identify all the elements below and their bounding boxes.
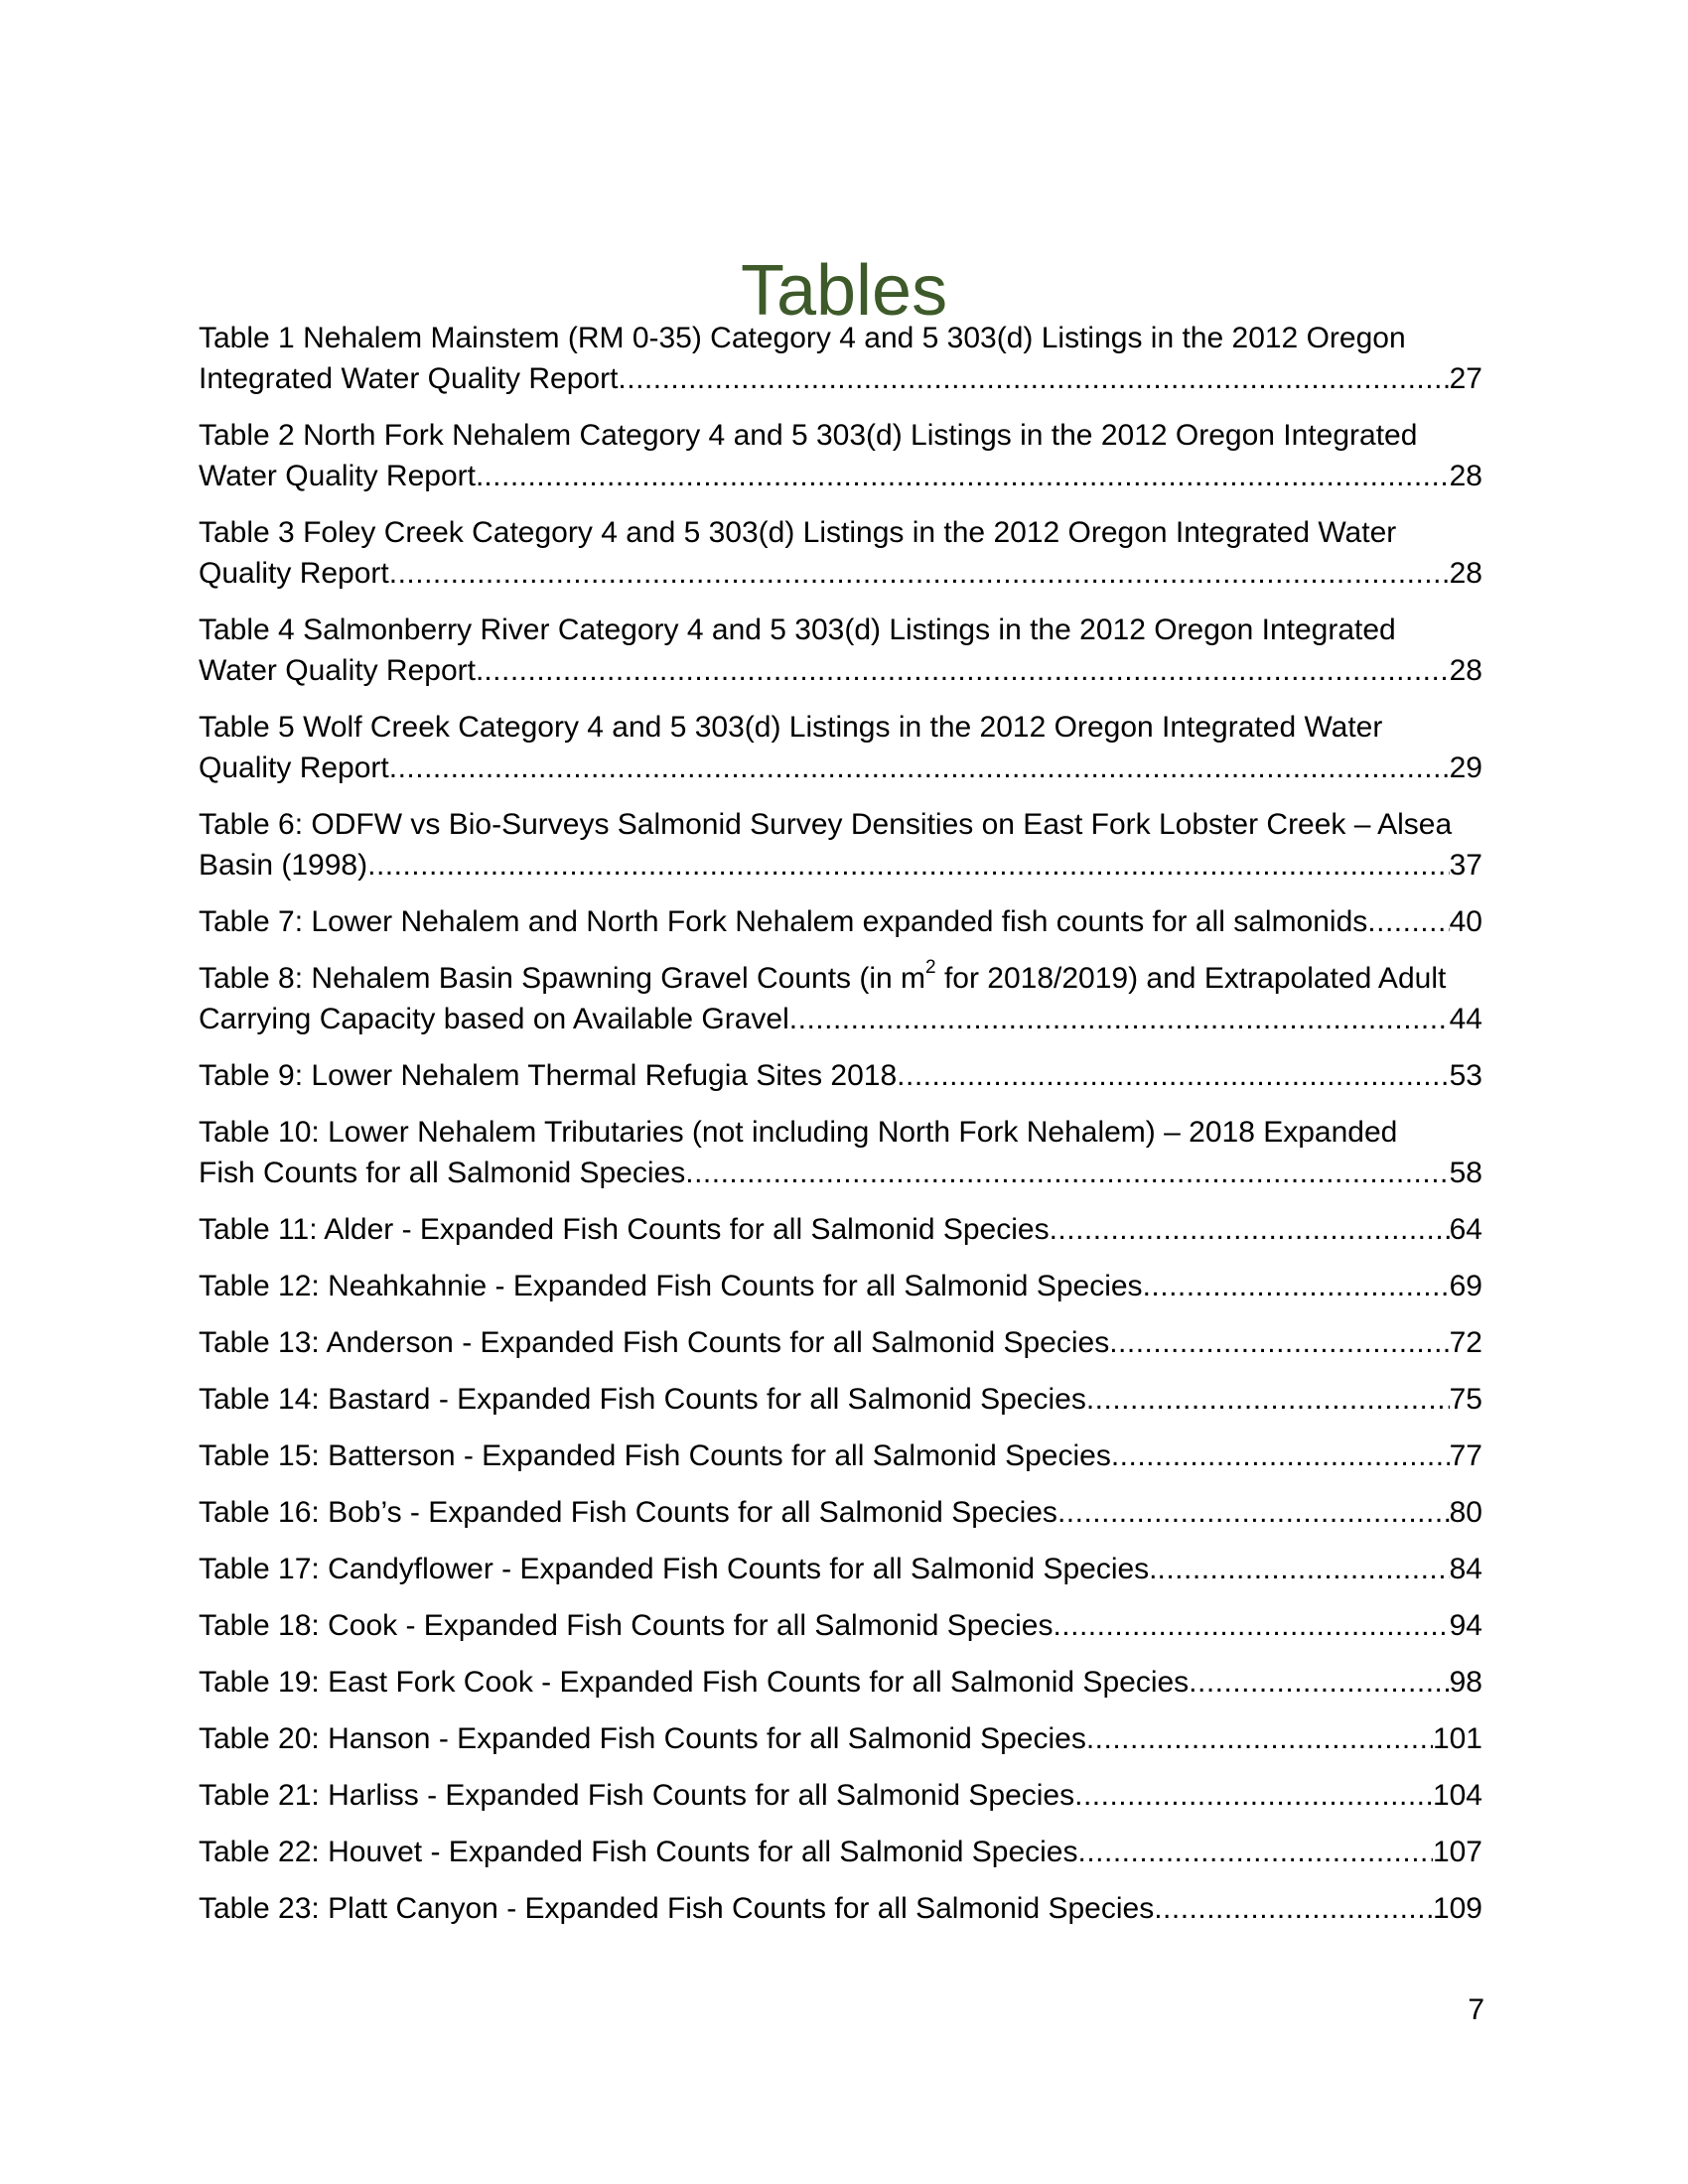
- toc-entry-label: Quality Report: [199, 751, 389, 784]
- dot-leader: [1086, 1379, 1450, 1420]
- toc-entry-label: Water Quality Report.: [199, 654, 485, 687]
- toc-entry-label: Table 7: Lower Nehalem and North Fork Nehalem expanded fish counts for all salmonids: [199, 905, 1368, 938]
- toc-page-number: 58: [1449, 1157, 1482, 1189]
- toc-page-number: 84: [1449, 1553, 1482, 1585]
- toc-entry-table-22[interactable]: [199, 1832, 1482, 1872]
- toc-entry-label: Table 23: Platt Canyon - Expanded Fish Counts for all Salmonid Species: [199, 1892, 1155, 1925]
- toc-entry-text: [199, 958, 1482, 999]
- toc-page-number: 27: [1449, 362, 1482, 395]
- page-number: 7: [1468, 1993, 1484, 2026]
- toc-page-number: 75: [1449, 1383, 1482, 1416]
- toc-entry-table-15[interactable]: [199, 1435, 1482, 1476]
- toc-entry-label: Quality Report: [199, 557, 389, 590]
- superscript: 2: [925, 957, 936, 978]
- toc-entry-table-2[interactable]: [199, 415, 1482, 496]
- toc-entry-label: Table 15: Batterson - Expanded Fish Counts for all Salmonid Species: [199, 1439, 1111, 1472]
- toc-entry-label: Table 21: Harliss - Expanded Fish Counts for all Salmonid Species: [199, 1779, 1075, 1812]
- toc-entry-label: Integrated Water Quality Report: [199, 362, 619, 395]
- toc-entry-label: Table 16: Bob’s - Expanded Fish Counts for all Salmonid Species: [199, 1496, 1057, 1529]
- table-of-tables-list: [199, 318, 1482, 1945]
- toc-entry-label: Table 22: Houvet - Expanded Fish Counts for all Salmonid Species: [199, 1836, 1078, 1868]
- toc-entry-label: Fish Counts for all Salmonid Species: [199, 1157, 686, 1189]
- dot-leader: [1086, 1718, 1433, 1759]
- toc-page-number: 94: [1449, 1609, 1482, 1642]
- toc-entry-text: Table 1 Nehalem Mainstem (RM 0-35) Category 4 and 5 303(d) Listings in the 2012 Oregon: [199, 322, 1406, 354]
- toc-page-number: 80: [1449, 1496, 1482, 1529]
- toc-entry-text: Table 5 Wolf Creek Category 4 and 5 303(d) Listings in the 2012 Oregon Integrated Water: [199, 711, 1383, 744]
- dot-leader: [484, 456, 1449, 496]
- toc-entry-table-3[interactable]: [199, 512, 1482, 594]
- toc-page-number: 28: [1449, 557, 1482, 590]
- toc-entry-label: Table 20: Hanson - Expanded Fish Counts for all Salmonid Species: [199, 1722, 1086, 1755]
- toc-entry-label: Water Quality Report.: [199, 460, 485, 492]
- dot-leader: [367, 845, 1450, 886]
- toc-entry-label: Table 9: Lower Nehalem Thermal Refugia Sites 2018: [199, 1059, 898, 1092]
- dot-leader: [1074, 1775, 1433, 1816]
- toc-entry-table-1[interactable]: [199, 318, 1482, 399]
- toc-page-number: 109: [1432, 1892, 1482, 1925]
- toc-page-number: 64: [1449, 1213, 1482, 1246]
- toc-entry-table-8[interactable]: [199, 958, 1482, 1039]
- toc-entry-text: Table 10: Lower Nehalem Tributaries (not including North Fork Nehalem) – 2018 Expanded: [199, 1116, 1398, 1149]
- toc-entry-text-part: for 2018/2019) and Extrapolated Adult: [935, 962, 1447, 995]
- dot-leader: [685, 1153, 1449, 1193]
- toc-page-number: 29: [1449, 751, 1482, 784]
- toc-entry-table-6[interactable]: [199, 804, 1482, 886]
- toc-entry-table-13[interactable]: [199, 1322, 1482, 1363]
- dot-leader: [789, 999, 1450, 1039]
- toc-page-number: 104: [1432, 1779, 1482, 1812]
- toc-page-number: 28: [1449, 460, 1482, 492]
- toc-entry-label: Carrying Capacity based on Available Gravel: [199, 1003, 789, 1035]
- toc-page-number: 44: [1449, 1003, 1482, 1035]
- toc-entry-table-12[interactable]: [199, 1266, 1482, 1306]
- toc-entry-label: Table 17: Candyflower - Expanded Fish Counts for all Salmonid Species.: [199, 1553, 1158, 1585]
- toc-entry-label: Table 12: Neahkahnie - Expanded Fish Counts for all Salmonid Species: [199, 1270, 1143, 1302]
- dot-leader: [1154, 1888, 1433, 1929]
- toc-entry-label: Table 11: Alder - Expanded Fish Counts for all Salmonid Species: [199, 1213, 1050, 1246]
- toc-page-number: 28: [1449, 654, 1482, 687]
- toc-entry-table-10[interactable]: [199, 1112, 1482, 1193]
- toc-entry-text-part: Table 8: Nehalem Basin Spawning Gravel Counts (in m: [199, 962, 926, 995]
- dot-leader: [1367, 901, 1449, 942]
- dot-leader: [1111, 1435, 1450, 1476]
- toc-entry-label: Table 14: Bastard - Expanded Fish Counts for all Salmonid Species: [199, 1383, 1086, 1416]
- toc-entry-table-20[interactable]: [199, 1718, 1482, 1759]
- toc-entry-table-18[interactable]: [199, 1605, 1482, 1646]
- toc-entry-label: Table 13: Anderson - Expanded Fish Counts for all Salmonid Species: [199, 1326, 1110, 1359]
- toc-page-number: 53: [1449, 1059, 1482, 1092]
- dot-leader: [1050, 1209, 1450, 1250]
- dot-leader: [484, 650, 1449, 691]
- toc-page-number: 98: [1449, 1666, 1482, 1699]
- dot-leader: [1189, 1662, 1449, 1703]
- dot-leader: [1143, 1266, 1450, 1306]
- dot-leader: [1109, 1322, 1449, 1363]
- toc-entry-table-9[interactable]: [199, 1055, 1482, 1096]
- toc-page-number: 72: [1449, 1326, 1482, 1359]
- toc-entry-table-14[interactable]: [199, 1379, 1482, 1420]
- toc-entry-label: Table 18: Cook - Expanded Fish Counts for all Salmonid Species: [199, 1609, 1054, 1642]
- toc-entry-table-23[interactable]: [199, 1888, 1482, 1929]
- toc-entry-text: Table 6: ODFW vs Bio-Surveys Salmonid Survey Densities on East Fork Lobster Creek – Alsea: [199, 808, 1453, 841]
- toc-entry-table-16[interactable]: [199, 1492, 1482, 1533]
- dot-leader: [1077, 1832, 1432, 1872]
- dot-leader: [618, 358, 1449, 399]
- dot-leader: [897, 1055, 1449, 1096]
- toc-page-number: 107: [1432, 1836, 1482, 1868]
- toc-entry-text: Table 4 Salmonberry River Category 4 and 5 303(d) Listings in the 2012 Oregon Integrated: [199, 614, 1396, 646]
- toc-entry-label: Basin (1998): [199, 849, 368, 882]
- toc-entry-table-11[interactable]: [199, 1209, 1482, 1250]
- toc-page-number: 37: [1449, 849, 1482, 882]
- toc-entry-label: Table 19: East Fork Cook - Expanded Fish Counts for all Salmonid Species: [199, 1666, 1190, 1699]
- toc-entry-table-4[interactable]: [199, 610, 1482, 691]
- dot-leader: [1053, 1605, 1449, 1646]
- toc-entry-table-7[interactable]: [199, 901, 1482, 942]
- toc-page-number: 40: [1449, 905, 1482, 938]
- toc-page-number: 101: [1432, 1722, 1482, 1755]
- dot-leader: [389, 553, 1450, 594]
- dot-leader: [1158, 1549, 1450, 1589]
- toc-entry-text: Table 2 North Fork Nehalem Category 4 and 5 303(d) Listings in the 2012 Oregon Integrated: [199, 419, 1418, 452]
- toc-entry-table-19[interactable]: [199, 1662, 1482, 1703]
- page-title: Tables: [740, 251, 948, 332]
- toc-page-number: 77: [1449, 1439, 1482, 1472]
- toc-entry-table-17[interactable]: [199, 1549, 1482, 1589]
- toc-page-number: 69: [1449, 1270, 1482, 1302]
- toc-entry-text: Table 3 Foley Creek Category 4 and 5 303(d) Listings in the 2012 Oregon Integrated Water: [199, 516, 1397, 549]
- toc-entry-table-21[interactable]: [199, 1775, 1482, 1816]
- dot-leader: [1057, 1492, 1450, 1533]
- dot-leader: [389, 748, 1450, 788]
- toc-entry-table-5[interactable]: [199, 707, 1482, 788]
